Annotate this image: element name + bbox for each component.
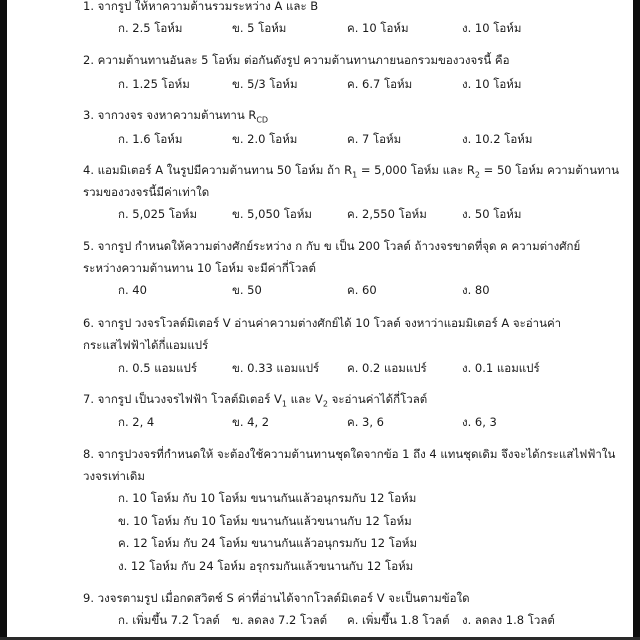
option-c: ค. เพิ่มขึ้น 1.8 โวลต์: [347, 613, 450, 627]
option-d: ง. 80: [462, 283, 490, 297]
option-a: ก. 0.5 แอมแปร์: [118, 361, 198, 375]
option-c: ค. 3, 6: [347, 415, 384, 429]
option-d: ง. 50 โอห์ม: [462, 207, 522, 221]
option-a: ก. 1.6 โอห์ม: [118, 132, 183, 146]
option-b: ข. 5 โอห์ม: [232, 21, 287, 35]
question-2: 2. ความต้านทานอันละ 5 โอห์ม ต่อกันดังรูป ความต้านทานภายนอกรวมของวงจรนี้ คือ: [83, 53, 510, 67]
option-c: ค. 60: [347, 283, 377, 297]
option-a: ก. 40: [118, 283, 147, 297]
option-c: ค. 12 โอห์ม กับ 24 โอห์ม ขนานกันแล้วอนุกรมกับ 12 โอห์ม: [118, 536, 418, 550]
option-b: ข. 5,050 โอห์ม: [232, 207, 312, 221]
option-d: ง. ลดลง 1.8 โวลต์: [462, 613, 555, 627]
option-a: ก. 2, 4: [118, 415, 155, 429]
options-9: [118, 609, 555, 631]
question-4-line-2: รวมของวงจรนี้มีค่าเท่าใด: [83, 185, 210, 199]
option-b: ข. 2.0 โอห์ม: [232, 132, 298, 146]
options-5: [118, 279, 538, 301]
option-b: ข. 5/3 โอห์ม: [232, 77, 298, 91]
options-7: [118, 411, 538, 433]
option-c: ค. 0.2 แอมแปร์: [347, 361, 427, 375]
options-1: [118, 17, 538, 39]
option-c: ค. 2,550 โอห์ม: [347, 207, 427, 221]
option-d: ง. 0.1 แอมแปร์: [462, 361, 540, 375]
option-d: ง. 6, 3: [462, 415, 497, 429]
question-6: 6. จากรูป วงจรโวลต์มิเตอร์ V อ่านค่าความต่างศักย์ได้ 10 โวลต์ จงหาว่าแอมมิเตอร์ A จะอ่านค่า: [83, 316, 562, 330]
option-b: ข. 4, 2: [232, 415, 270, 429]
options-2: [118, 73, 538, 95]
option-a: ก. 5,025 โอห์ม: [118, 207, 198, 221]
option-a: ก. เพิ่มขึ้น 7.2 โวลต์: [118, 613, 220, 627]
options-3: [118, 128, 538, 150]
option-a: ก. 2.5 โอห์ม: [118, 21, 183, 35]
question-1: 1. จากรูป ให้หาความต้านรวมระหว่าง A และ B: [83, 0, 319, 13]
option-d: ง. 10 โอห์ม: [462, 21, 522, 35]
options-4: [118, 203, 538, 225]
option-c: ค. 7 โอห์ม: [347, 132, 402, 146]
question-7: 7. จากรูป เป็นวงจรไฟฟ้า โวลต์มิเตอร์ $V_1$ และ $V_2$ จะอ่านค่าได้กี่โวลต์: [83, 392, 428, 409]
question-6-line-2: กระแสไฟฟ้าได้กี่แอมแปร์: [83, 338, 209, 352]
question-9: 9. วงจรตามรูป เมื่อกดสวิตช์ S ค่าที่อ่านได้จากโวลต์มิเตอร์ V จะเป็นตามข้อใด: [83, 591, 470, 605]
question-5-line-2: ระหว่างความต้านทาน 10 โอห์ม จะมีค่ากี่โวลต์: [83, 261, 316, 275]
subscript-cd: CD: [256, 115, 269, 125]
option-b: ข. 10 โอห์ม กับ 10 โอห์ม ขนานกันแล้วขนานกับ 12 โอห์ม: [118, 514, 412, 528]
option-b: ข. 50: [232, 283, 262, 297]
question-3: 3. จากวงจร จงหาความต้านทาน $R_{CD}$: [83, 108, 269, 125]
option-b: ข. ลดลง 7.2 โวลต์: [232, 613, 328, 627]
option-c: ค. 6.7 โอห์ม: [347, 77, 413, 91]
options-6: [118, 357, 538, 379]
question-8-line-2: วงจรเท่าเดิม: [83, 469, 145, 483]
option-c: ค. 10 โอห์ม: [347, 21, 409, 35]
question-4: 4. แอมมิเตอร์ A ในรูปมีความต้านทาน 50 โอห์ม ถ้า $R_1 = 5,000$ โอห์ม และ $R_2 = 50$ โอห์ม ความต้านทาน: [83, 163, 620, 180]
option-d: ง. 10 โอห์ม: [462, 77, 522, 91]
option-d: ง. 10.2 โอห์ม: [462, 132, 533, 146]
option-d: ง. 12 โอห์ม กับ 24 โอห์ม อรุกรมกันแล้วขนานกับ 12 โอห์ม: [118, 559, 414, 573]
option-a: ก. 1.25 โอห์ม: [118, 77, 190, 91]
question-8: 8. จากรูปวงจรที่กำหนดให้ จะต้องใช้ความต้านทานชุดใดจากข้อ 1 ถึง 4 แทนชุดเดิม จึงจะได้กระแสไฟฟ้าใน: [83, 447, 616, 461]
option-b: ข. 0.33 แอมแปร์: [232, 361, 320, 375]
question-5: 5. จากรูป กำหนดให้ความต่างศักย์ระหว่าง ก กับ ข เป็น 200 โวลต์ ถ้าวงจรขาดที่จุด ค ความต่างศักย์: [83, 239, 581, 253]
option-a: ก. 10 โอห์ม กับ 10 โอห์ม ขนานกันแล้วอนุกรมกับ 12 โอห์ม: [118, 491, 417, 505]
